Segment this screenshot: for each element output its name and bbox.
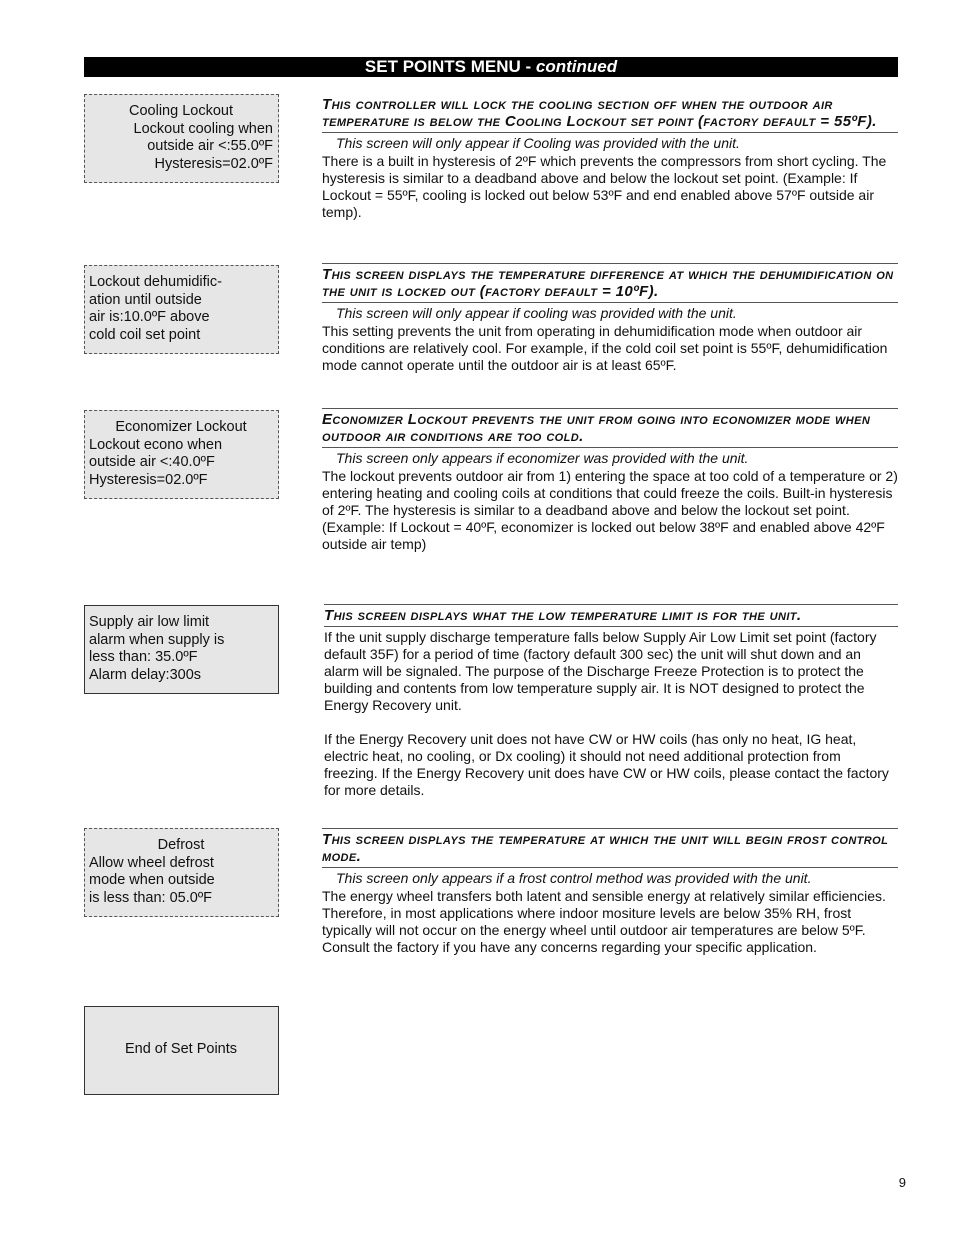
lcd-line: is less than: 05.0ºF — [89, 889, 212, 906]
section-body — [322, 323, 898, 374]
section-banner — [84, 57, 898, 77]
body-paragraph: The lockout prevents outdoor air from 1) entering the space at too cold of a temperature or 2) entering heating and cooling coils at conditions that could freeze the coils. Built-in hysteresis of 2ºF. The hysteresis is similar to a deadband above and below the lockout set point. — [322, 468, 898, 518]
section-note: This screen only appears if economizer was provided with the unit. — [336, 450, 749, 466]
section-supply-air-low-limit — [324, 604, 898, 799]
section-note: This screen only appears if a frost control method was provided with the unit. — [336, 870, 812, 886]
section-body — [322, 468, 898, 553]
lcd-line: Lockout econo when — [89, 436, 223, 453]
section-body — [322, 888, 898, 956]
section-heading: This screen displays the temperature difference at which the dehumidification on the unit is locked out (factory default = 10ºF). — [322, 266, 894, 300]
lcd-line: Cooling Lockout — [129, 103, 233, 119]
section-defrost — [322, 828, 898, 956]
lcd-line: Lockout cooling when — [133, 120, 273, 137]
lcd-line: cold coil set point — [89, 326, 201, 343]
body-paragraph: The energy wheel transfers both latent and sensible energy at relatively similar efficiencies. Therefore, in most applications where indoor mositure levels are below 35% RH, frost typically will not occur on the energy wheel until outdoor air temperatures are below 5ºF. Consult the factory if you have any concerns regarding your specific application. — [322, 888, 886, 955]
section-heading: Economizer Lockout prevents the unit from going into economizer mode when outdoor air conditions are too cold. — [322, 411, 871, 445]
lcd-line: End of Set Points — [124, 1041, 238, 1057]
section-economizer-lockout — [322, 408, 898, 553]
section-heading: This screen displays the temperature at which the unit will begin frost control mode. — [322, 831, 889, 865]
section-heading: This screen displays what the low temperature limit is for the unit. — [324, 607, 802, 624]
lcd-line: Supply air low limit — [89, 614, 210, 630]
lcd-screen-supply-air-low-limit — [84, 605, 279, 694]
lcd-line: Allow wheel defrost — [89, 854, 214, 871]
body-paragraph: This setting prevents the unit from operating in dehumidification mode when outdoor air conditions are relatively cool. For example, if the cold coil set point is 55ºF, dehumidification mode cannot operate until the outdoor air is at least 65ºF. — [322, 323, 888, 373]
lcd-screen-economizer-lockout — [84, 410, 279, 499]
section-dehumidification-lockout — [322, 263, 898, 374]
lcd-screen-dehumidification-lockout — [84, 265, 279, 354]
lcd-line: Alarm delay:300s — [89, 666, 202, 683]
lcd-line: air is:10.0ºF above — [89, 309, 210, 326]
section-note: This screen will only appear if Cooling was provided with the unit. — [336, 135, 740, 151]
body-paragraph: (Example: If Lockout = 40ºF, economizer is locked out below 38ºF and enabled above 42ºF outside air temp) — [322, 519, 885, 552]
lcd-screen-end-of-set-points — [84, 1006, 279, 1095]
lcd-line: outside air <:40.0ºF — [89, 454, 215, 471]
section-note: This screen will only appear if cooling was provided with the unit. — [336, 305, 737, 321]
lcd-line: outside air <:55.0ºF — [147, 138, 273, 155]
lcd-screen-defrost — [84, 828, 279, 917]
section-body — [324, 627, 898, 799]
lcd-line: Lockout dehumidific- — [89, 274, 222, 290]
banner-title: SET POINTS MENU - — [364, 57, 536, 76]
lcd-line: mode when outside — [89, 872, 215, 889]
section-body — [322, 153, 898, 221]
section-heading: This controller will lock the cooling section off when the outdoor air temperature is below the Cooling Lockout set point (factory default = 55ºF). — [322, 96, 877, 130]
body-paragraph: If the unit supply discharge temperature falls below Supply Air Low Limit set point (factory default 35F) for a period of time (factory default 300 sec) the unit will shut down and an alarm will be signaled. The purpose of the Discharge Freeze Protection is to protect the building and contents from low temperature supply air. It is NOT designed to protect the Energy Recovery unit. — [324, 629, 877, 713]
lcd-line: Hysteresis=02.0ºF — [154, 155, 273, 172]
page-number: 9 — [898, 1175, 906, 1190]
body-paragraph: There is a built in hysteresis of 2ºF which prevents the compressors from short cycling. The hysteresis is similar to a deadband above and below the lockout set point. (Example: If Lockout = 55ºF, cooling is locked out below 53ºF and end enabled above 57ºF outside air temp). — [322, 153, 887, 220]
lcd-line: Economizer Lockout — [115, 419, 247, 435]
lcd-line: alarm when supply is — [89, 631, 225, 648]
banner-subtitle: continued — [535, 57, 618, 76]
lcd-line: less than: 35.0ºF — [89, 649, 198, 666]
body-paragraph: If the Energy Recovery unit does not have CW or HW coils (has only no heat, IG heat, electric heat, no cooling, or Dx cooling) it should not need additional protection from freezing. If the Energy Recovery unit does have CW or HW coils, please contact the factory for more details. — [324, 731, 889, 798]
lcd-line: ation until outside — [89, 291, 202, 308]
section-cooling-lockout — [322, 94, 898, 221]
lcd-line: Hysteresis=02.0ºF — [89, 471, 208, 488]
lcd-screen-cooling-lockout — [84, 94, 279, 183]
lcd-line: Defrost — [157, 837, 205, 853]
